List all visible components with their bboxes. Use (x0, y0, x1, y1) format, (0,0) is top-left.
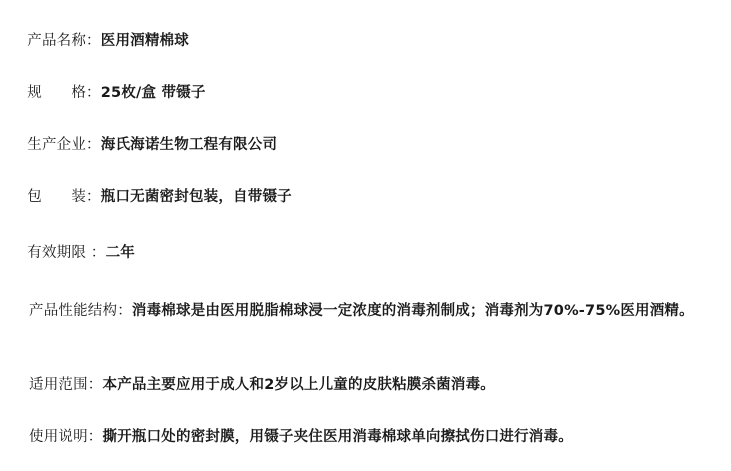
field-product-name-label: 产品名称： (27, 33, 101, 50)
field-scope-label: 适用范围： (29, 377, 103, 394)
field-usage-value: 撕开瓶口处的密封膜，用镊子夹住医用消毒棉球单向擦拭伤口进行消毒。 (102, 429, 573, 446)
field-manufacturer-value: 海氏海诺生物工程有限公司 (100, 137, 278, 154)
field-structure-label: 产品性能结构： (29, 303, 132, 320)
field-structure (8, 274, 723, 350)
field-structure-value: 消毒棉球是由医用脱脂棉球浸一定浓度的消毒剂制成；消毒剂为70%-75%医用酒精。 (131, 303, 694, 320)
field-specification-value: 25枚/盒 带镊子 (100, 85, 206, 102)
field-usage (8, 404, 723, 471)
field-specification-label: 规 格： (27, 85, 101, 102)
field-usage-label: 使用说明： (29, 429, 103, 446)
field-product-name-value: 医用酒精棉球 (100, 33, 189, 50)
field-manufacturer-label: 生产企业： (27, 137, 101, 154)
field-scope-value: 本产品主要应用于成人和2岁以上儿童的皮肤粘膜杀菌消毒。 (102, 377, 495, 394)
field-packaging-label: 包 装： (27, 189, 101, 206)
field-expiry-label: 有效期限 ： (27, 245, 106, 262)
field-expiry-value: 二年 (105, 245, 135, 262)
field-packaging-value: 瓶口无菌密封包装，自带镊子 (100, 189, 292, 206)
